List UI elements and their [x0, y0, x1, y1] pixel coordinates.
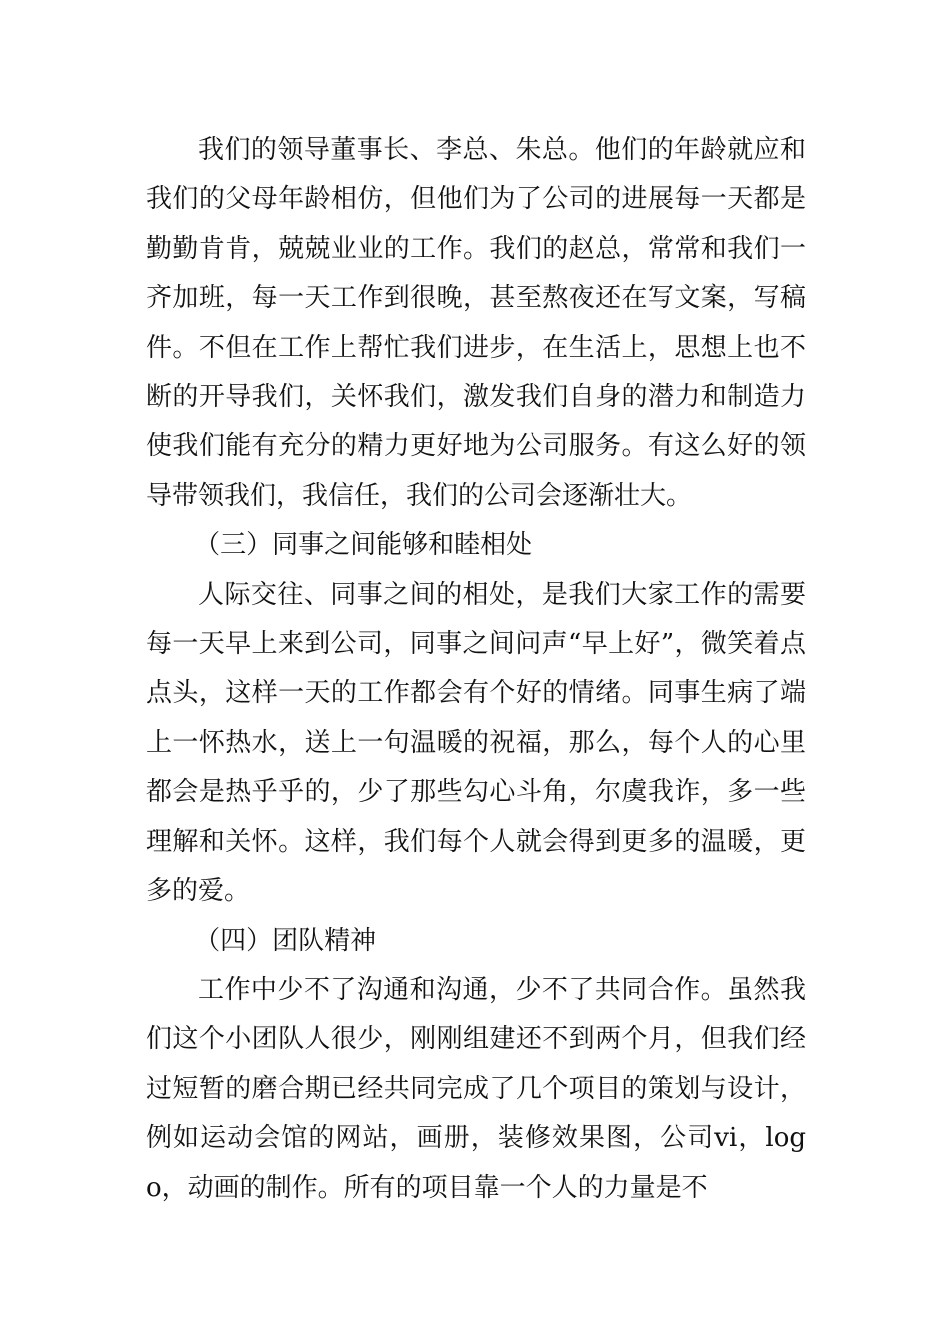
paragraph-teamwork: 工作中少不了沟通和沟通，少不了共同合作。虽然我们这个小团队人很少，刚刚组建还不到两个月，但我们经过短暂的磨合期已经共同完成了几个项目的策划与设计，例如运动会馆的网站，画册，装修效果图，公司vi，logo，动画的制作。所有的项目靠一个人的力量是不	[146, 974, 806, 1203]
paragraph-colleagues: 人际交往、同事之间的相处，是我们大家工作的需要每一天早上来到公司，同事之间问声“早上好”，微笑着点点头，这样一天的工作都会有个好的情绪。同事生病了端上一怀热水，送上一句温暖的祝福，那么，每个人的心里都会是热乎乎的，少了那些勾心斗角，尔虞我诈，多一些理解和关怀。这样，我们每个人就会得到更多的温暖，更多的爱。	[146, 579, 806, 907]
section-heading-colleagues: （三）同事之间能够和睦相处	[194, 530, 533, 561]
section-heading-teamwork: （四）团队精神	[194, 925, 377, 956]
document-body	[146, 126, 806, 1213]
paragraph-leadership: 我们的领导董事长、李总、朱总。他们的年龄就应和我们的父母年龄相仿，但他们为了公司的进展每一天都是勤勤肯肯，兢兢业业的工作。我们的赵总，常常和我们一齐加班，每一天工作到很晚，甚至熬夜还在写文案，写稿件。不但在工作上帮忙我们进步，在生活上，思想上也不断的开导我们，关怀我们，激发我们自身的潜力和制造力使我们能有充分的精力更好地为公司服务。有这么好的领导带领我们，我信任，我们的公司会逐渐壮大。	[146, 135, 806, 511]
